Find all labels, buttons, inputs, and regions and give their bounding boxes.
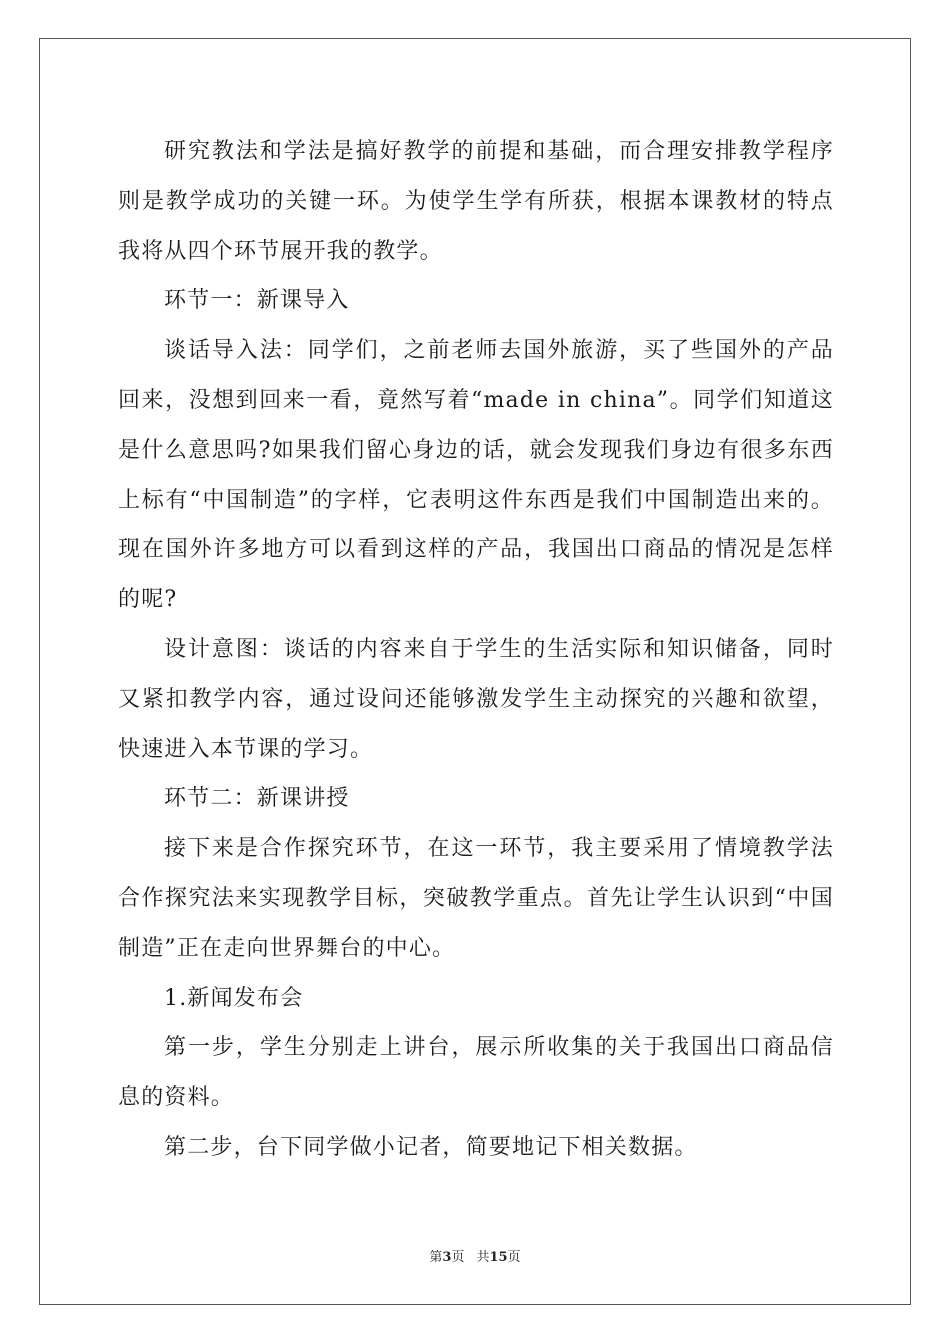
paragraph-step-two: 第二步，台下同学做小记者，简要地记下相关数据。 <box>164 1134 698 1160</box>
section-heading-1: 环节一：新课导入 <box>164 288 350 314</box>
page-suffix: 页 <box>451 1250 465 1265</box>
total-suffix: 页 <box>507 1250 521 1265</box>
section-heading-2: 环节二：新课讲授 <box>164 786 350 812</box>
paragraph-dialogue-intro: 谈话导入法：同学们，之前老师去国外旅游，买了些国外的产品回来，没想到回来一看，竟然写着“made in china”。同学们知道这是什么意思吗?如果我们留心身边的话，就会发现我们身边有很多东西上标有“中国制造”的字样，它表明这件东西是我们中国制造出来的。现在国外许多地方可以看到这样的产品，我国出口商品的情况是怎样的呢? <box>118 338 834 613</box>
paragraph-cooperative-inquiry: 接下来是合作探究环节，在这一环节，我主要采用了情境教学法合作探究法来实现教学目标，突破教学重点。首先让学生认识到“中国制造”正在走向世界舞台的中心。 <box>118 836 834 961</box>
total-pages: 15 <box>489 1250 508 1265</box>
page-prefix: 第 <box>429 1250 443 1265</box>
paragraph-design-intent: 设计意图：谈话的内容来自于学生的生活实际和知识储备，同时又紧扣教学内容，通过设问还能够激发学生主动探究的兴趣和欲望，快速进入本节课的学习。 <box>118 636 834 762</box>
page-number: 3 <box>442 1250 452 1265</box>
document-body <box>118 127 834 1173</box>
paragraph-intro: 研究教法和学法是搞好教学的前提和基础，而合理安排教学程序则是教学成功的关键一环。为使学生学有所获，根据本课教材的特点我将从四个环节展开我的教学。 <box>118 139 834 264</box>
total-prefix: 共 <box>476 1250 490 1265</box>
subheading-press-conference: 1.新闻发布会 <box>164 985 304 1011</box>
paragraph-step-one: 第一步，学生分别走上讲台，展示所收集的关于我国出口商品信息的资料。 <box>118 1035 834 1111</box>
page-footer <box>0 1246 950 1265</box>
